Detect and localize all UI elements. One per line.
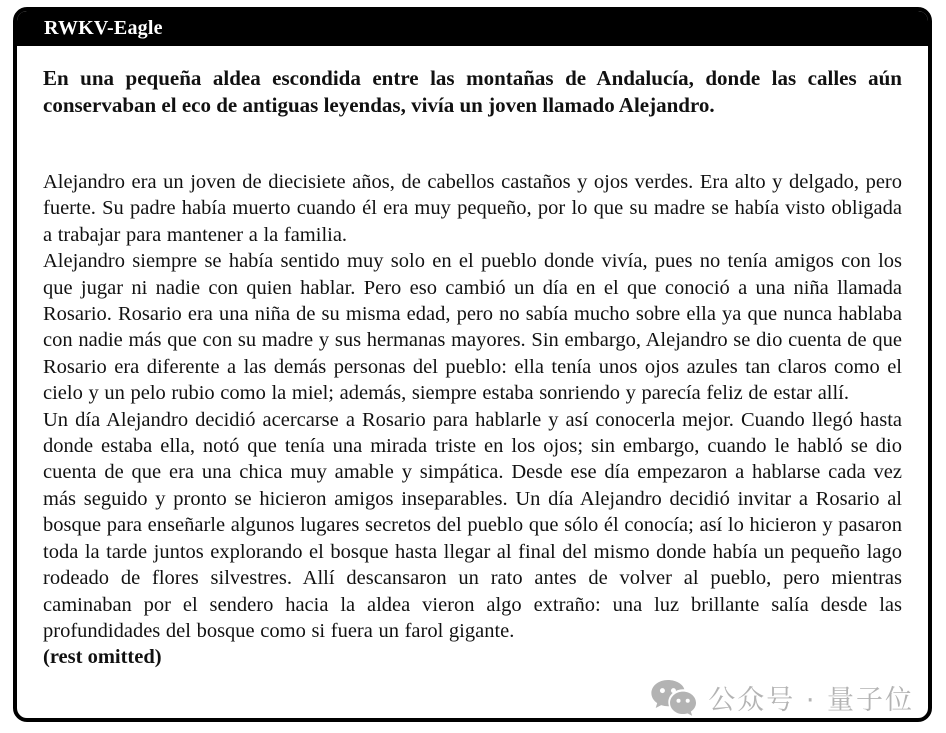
wechat-icon [650,678,696,717]
model-name: RWKV-Eagle [44,17,163,39]
story-paragraph: Un día Alejandro decidió acercarse a Rosario para hablarle y así conocerla mejor. Cuando llegó hasta donde estaba ella, notó que tenía una mirada triste en los ojos; sin embargo, cuando le habló se dio cuenta de que era una chica muy amable y simpática. Desde ese día empezaron a hablarse cada vez más seguido y pronto se hicieron amigos inseparables. Un día Alejandro decidió invitar a Rosario al bosque para enseñarle algunos lugares secretos del pueblo que sólo él conocía; así lo hicieron y pasaron toda la tarde juntos explorando el bosque hasta llegar al final del mismo donde había un pequeño lago rodeado de flores silvestres. Allí descansaron un rato antes de volver al pueblo, pero mientras caminaban por el sendero hacia la aldea vieron algo extraño: una luz brillante salía desde las profundidades del bosque como si fuera un farol gigante. [43,408,902,642]
card-header [17,11,928,46]
prompt-text: En una pequeña aldea escondida entre las montañas de Andalucía, donde las calles aún conservaban el eco de antiguas leyendas, vivía un joven llamado Alejandro. [43,66,902,117]
card-body [17,46,928,671]
generated-story [43,169,902,644]
model-output-card [13,7,932,722]
rest-omitted-note: (rest omitted) [43,646,162,669]
story-paragraph: Alejandro siempre se había sentido muy solo en el pueblo donde vivía, pues no tenía amigos con los que jugar ni nadie con quien hablar. Pero eso cambió un día en el que conoció a una niña llamada Rosario. Rosario era una niña de su misma edad, pero no sabía mucho sobre ella ya que nunca hablaba con nadie más que con su madre y sus hermanas mayores. Sin embargo, Alejandro se dio cuenta de que Rosario era diferente a las demás personas del pueblo: ella tenía unos ojos azules tan claros como el cielo y un pelo rubio como la miel; además, siempre estaba sonriendo y parecía feliz de estar allí. [43,250,902,405]
watermark [650,678,914,717]
watermark-text: 公众号 · 量子位 [708,685,914,716]
story-paragraph: Alejandro era un joven de diecisiete años, de cabellos castaños y ojos verdes. Era alto y delgado, pero fuerte. Su padre había muerto cuando él era muy pequeño, por lo que su madre se había visto obligada a trabajar para mantener a la familia. [43,171,902,246]
